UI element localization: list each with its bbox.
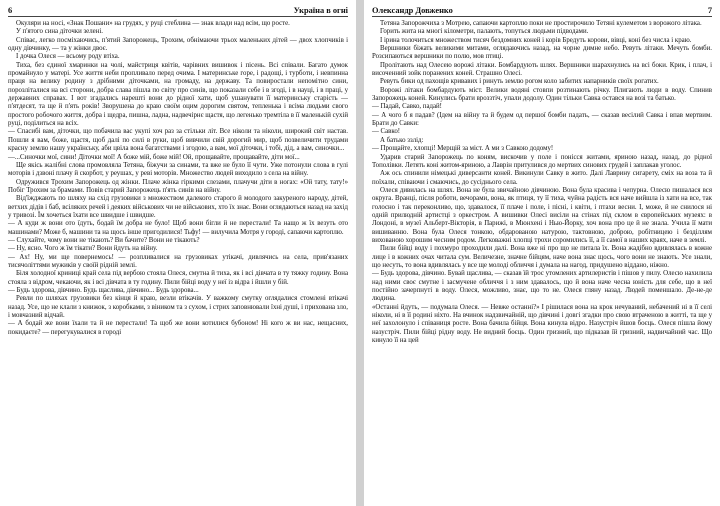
left-paragraph: Тиха, без єдиної хмаринки на чолі, майстриця квітів, чарівних вишивок і пісень. Всі співали. Багато думок промайнуло у матері. Усе життя неби пропливало перед очима. І материнське горе, і радощі, і турботи, і невпинна праця на велику родину з дрібними діточками, на громаду, на державу. Та повиростали непомітно сини, порозліталися на всі сторони, добра слава пішла по світу про синів, що показали себе і в згоді, і в науці, і в праці, у державних справах. І вот згадались нарешті вони до рідної хати, щоб ушанувати її материнську старість — п'ятдесят, та ще й п'ять років! Зворушена до краю своїм оцим дорогим святом, тепленька і всіма людьми свого простого робочого життя, добра і щедра, пишна, ладна, надвечірнє щастя, що легенько тремтіла в її маленькій сухій руці, поділиться на всіх. [8, 61, 348, 128]
right-paragraph: — Будь здорова, дівчино. Бувай щаслива, — сказав їй трос утомлених артилеристів і пішов у пилу. Олесю нахилила над ними своє смутне і засмучене обличчя і з ним здавалось, що й вона наче чесна юність для себе, що в неї постійно зачерпнуті в воду. Олеся, можливо, знає, що то не. Олеся гляну назад. Людей поменшало. Де-не-де людина. [372, 270, 712, 303]
right-paragraph: Ревуть бики од пахощів кривавих і ринуть землю рогом коло забитих напарників своїх рогатих. [380, 78, 659, 86]
left-paragraph: Вiд'їжджають по шляху на схід грузовики з множеством далекого старого й молодого закуреного народу, дітей, ветхих дідів і баб, всіляких речей і деяких військових чи не військових, хто їх знає. Вони оглядаються назад на захід у тривозі. Їм хочеться їхати все швидше і швидше. [8, 195, 348, 219]
left-paragraph: —...Синочки мої, сини! Діточки мої! А боже мій, боже мій! Ой, прощавайте, прощавайте, діти мої... [8, 153, 300, 161]
left-paragraph: — Слухайте, чому вони не тікають? Ви бачите? Вони не тікають? [8, 236, 200, 244]
right-page [364, 0, 720, 506]
right-paragraph: — Падай, Савко, падай! [372, 103, 442, 111]
left-page-header [8, 6, 348, 17]
right-paragraph: Горить жита на многі кілометри, палають, топуться людьми підводами. [380, 28, 589, 36]
page-gutter [356, 0, 364, 506]
right-paragraph: А батько ззлід: [380, 136, 424, 144]
left-paragraph: У п'ятого сина діточки зелені. [16, 28, 103, 36]
right-paragraph: Пролітають над Олесею ворожі літаки. Бомбардують шлях. Вершники шарахнулись на всі боки. Крик, і плач, і височенний зойк поранених коней. Страшно Олесі. [372, 61, 712, 78]
left-paragraph: — Ну, ясно. Чого ж їм тікати? Вони йдуть на війну. [8, 245, 158, 253]
right-running-title: Олександр Довженко [372, 6, 453, 15]
right-paragraph: Олеся дивилась на шлях. Вона не була звичайною дівчиною. Вона була красива і чепурна. Олесю пишалася вся округа. Вранці, після роботи, вечорами, вона, як птиця, ту її тиха, чуйна радість вся наче вийшла із хати на все, так голосно і так переконливо, що, здавалося, її плаче і поле, і пісні, і квіти, і птахи весни. І, може, й не снилося ні одній прилюдній артистці з оркестром. А вишивки Олесі висіли на стінах під склом в європейських музеях: в Лондоні, в музеї Альберт-Вікторія, в Парижі, в Мюнхені і Нью-Йорку, хоч вона про це й не знала. Учила її мати вишиванню. Вона була Олеся тонкою, обдарованою натурою, тактовною, доброю, робітницею і безділлям вихованою хорошим чесним родом. Легковажні хлопці трохи соромились її, а її самої в наших краях, наче в землі. [372, 186, 712, 244]
right-paragraph: Аж ось спинили німецькі диверсанти коней. Викинули Савку в жито. Далі Лаврину сигарету, сміх на воза та й поїхали, співаючи і смаючись, до сусіднього села. [372, 170, 712, 186]
right-paragraph: — А чого б я падав? (Ідем на війну та й будем од першої бомби падать, — сказав весілий Савка і впав мертвим. Брати до Савки: [372, 111, 712, 128]
left-paragraph: Одружився Трохим Запорожець од жінки. Плаче жінка гіркими слезами, плачучи діти в ногах: «Ой тату, тату!» Побіг Трохим за брамами. Повів старий Запорожець п'ять синів на війну. [8, 178, 348, 194]
left-paragraph: — А бодай же вони їхали та й не перестали! Та щоб же вони котилися бубоном! Ні кого ж ви нас, нещасних, покидаєте? — перегукувалися в городі [8, 320, 348, 336]
right-page-header [372, 6, 712, 17]
left-paragraph: Співає, легко посміхаючись, п'ятий Запорожець, Трохим, обнімаючи трьох маленьких дітей — двох хлопчиків і одну дівчинку, — та у жінки двоє. [8, 36, 348, 53]
left-paragraph: І дочка Олеся — всьому роду втіха. [16, 53, 120, 61]
left-paragraph: Ревли по шляхах грузовики без кінця й краю, везли втікачів. У важкому смутку оглядалися стомлені втікачі назад. Усе, що не клали з книжок, з коробками, з віником та з сухом, і стрих заповнювали їхні душі, і прихована зло, і мовчазний відчай. [8, 295, 348, 320]
left-paragraph: Біля холодної криниці край села під вербою стояла Олеся, смутна й тиха, як і всі дівчата в ту тяжку годину. Вона стояла з відром, чекаючи, як і всі дівчата в ту годину. Пили бійці воду у неї із відра і йшли у бій. [8, 270, 348, 286]
left-paragraph: — Спасибі вам, діточки, що побачила вас укупі хоч раз за стільки літ. Все ніколи та ніколи, широкий світ настав. Пошли я вам, боже, щастя, щоб далі по силі в руки, щоб вивчили свій дорогий мир, щоб позвеличити трудами красну землю нашу українську, аби цвіла вона багатствами і згодою, а вам, мої діточки, і тобі, дід, а вам, синочки... [8, 128, 348, 153]
left-paragraph: — Ах! Ну, ми ще повернемось! — розпливалися на грузовиках утікачі, дивлячись на села, прив'язаних тисячоліттями мужиків у своїй рідній землі. [8, 253, 348, 269]
right-paragraph: І ірина толочиться множеством тисяч бездомних коней і корів Бредуть корови, вівці, коні без числа і краю. [380, 36, 692, 44]
right-paragraph: Вершники біжать великими митами, оглядаючись назад, на чорне димне небо. Ревуть літаки. Мечуть бомби. Розсипаються вершники по полю, мов птиці. [372, 45, 712, 61]
left-page-number: 6 [8, 6, 13, 15]
right-paragraph: — Прощайте, хлопці! Мерщій за міст. А ми з Савкою додому! [372, 145, 554, 153]
right-page-body [372, 20, 712, 345]
left-page-body [8, 20, 348, 337]
right-paragraph: Ворожі літаки бомбардують міст. Велики водяні стовпи розтинають річку. Плигають люди в воду. Спинив Запорожець коней. Кинулись брати вроззтіч, упали додолу. Один тільки Савка остався на возі та батько. [372, 86, 712, 103]
left-running-title: Україна в огні [293, 6, 348, 15]
left-page [0, 0, 356, 506]
left-paragraph: — Будь здорова, дівчино. Будь щаслива, дівчино... Будь здорова... [8, 287, 199, 294]
right-paragraph: Пили бійці воду і похмуро проходили далі. Вона вже ні про що не питала їх. Вона жадібно вдивлялась в кожне лице і в кожних очах читала сум. Величезне, значне бійцям, наче вона знає щось, чого вони не знають. Усе знали, що несуть, то вона вдивлялась у все ще молоді обличчя і думала на нагод, придушено віддано, ніжно. [372, 245, 712, 269]
right-paragraph: — Савко! [372, 128, 401, 136]
left-paragraph: Окуляри на носі, «Знак Пошани» на грудях, у руці стеблина — знак влади над всім, що росте. [16, 20, 290, 27]
left-paragraph: Ще якісь жалібні слова промовляла Тетяна, біжучи за синами, та вже не було її чути. Уже потонули слова в гулі моторів і дзвоні плачу й скорбот, у реушах, у реві моторів. Множество людей виходило з села на війну. [8, 161, 348, 178]
left-paragraph: — А куди ж вони ото їдуть, бодай їм добра не було! Щоб вони бігли й не перестали! Та нащо ж їх везуть ото машинами? Може б, машини та на щось інше пригодилися! Тьфу! — вилучила Мотря у городі, сапаючи картоплю. [8, 220, 348, 236]
right-paragraph: Ударив старий Запорожець по коням, вискочив у поле і понісся житами, яриною назад, назад, до рідної Тополівки. Летять коні житом-яриною, а Лаврін притулився до мертвих синових грудей і заплакав уголос. [372, 153, 712, 169]
right-paragraph: Тетяна Запорожчиха з Мотрею, сапаючи картоплю поки не простирочило Тетяні кулеметом з ворожого літака. [380, 20, 702, 27]
right-page-number: 7 [707, 6, 712, 15]
right-paragraph: «Останні йдуть, — подумала Олеся. — Невже останні?» І рішилася вона на крок нечуваний, небачений ні в її селі ніколи, ні в її родині ніхто. На вчинок надзвичайній, що дівчині і довгі згадки про свою втраченою в житті, та ще у неї захолонуло і співаниця росте. Вона бачила бійця. Вона кинула відро. Назустріч йшов боєць. Олеся пішла йому назустріч. Пили бійці рідну воду. Не видний боєць. Один гризний, що підказав їй гризний, надвичайний час. Що кинуло її на цей [372, 303, 712, 345]
